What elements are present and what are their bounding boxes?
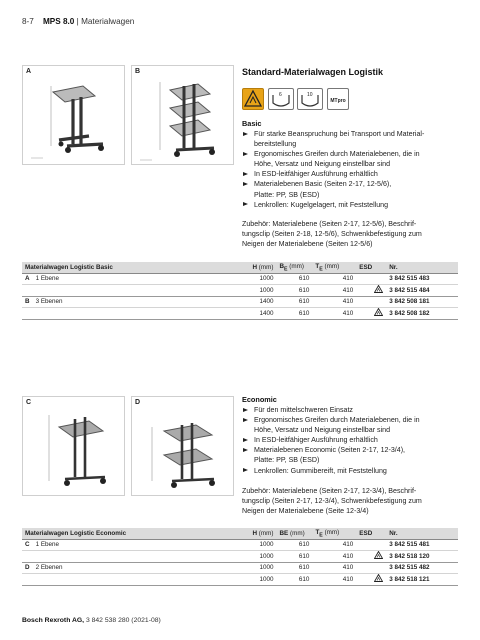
mtpro-icon (327, 88, 349, 110)
cart-economic-1-level-drawing (23, 397, 126, 497)
cart-1-level-drawing (23, 66, 126, 166)
esd-icon (374, 308, 383, 316)
col-h: H (mm) (249, 262, 276, 273)
feature-item: Ergonomisches Greifen durch Materialebenen, die in (242, 415, 464, 425)
note-line: Zubehör: Materialebene (Seiten 2-17, 12-5/6), Beschrif- (242, 220, 417, 228)
esd-icon (242, 88, 264, 110)
table-cell: 1000 (249, 285, 276, 297)
table-cell: 610 (276, 285, 312, 297)
table-cell: 3 842 515 483 (386, 273, 458, 285)
table-title: Materialwagen Logistic Economic (22, 528, 249, 539)
product-name: MPS 8.0 (42, 17, 75, 26)
image-letter: C (26, 399, 32, 406)
page-header (22, 17, 134, 26)
table-row (22, 285, 458, 297)
accessory-note (242, 486, 464, 516)
note-line: Neigen der Materialebene (Seite 12-3/4) (242, 507, 369, 516)
table-cell: 3 842 515 484 (386, 285, 458, 297)
feature-item: Lenkrollen: Gummibereift, mit Feststellung (242, 466, 464, 476)
cart-economic-2-levels-drawing (132, 397, 235, 497)
icon-badge: 10 (307, 92, 313, 98)
table-cell: 610 (276, 562, 312, 574)
table-cell: 1000 (249, 551, 276, 563)
table-row (22, 574, 458, 586)
table-cell: 610 (276, 308, 312, 320)
table-cell: 1 Ebene (33, 273, 250, 285)
product-table-economic (22, 528, 458, 586)
table-cell: 3 842 518 121 (386, 574, 458, 586)
table-cell: 1400 (249, 308, 276, 320)
product-table-basic (22, 262, 458, 320)
variant-title: Economic (242, 395, 277, 404)
note-line: tungsclip (Seiten 2-17, 12-3/4), Schwenkbefestigung zum (242, 497, 422, 506)
table-cell: 2 Ebenen (33, 562, 250, 574)
feature-item-cont: Platte: PP, SB (ESD) (254, 456, 320, 465)
table-cell: 610 (276, 574, 312, 586)
feature-item: Materialebenen Basic (Seiten 2-17, 12-5/6), (242, 179, 464, 189)
table-cell: 1400 (249, 296, 276, 308)
table-cell: 1000 (249, 539, 276, 551)
table-cell: 3 Ebenen (33, 296, 250, 308)
table-row (22, 562, 458, 574)
icon-badge: 6 (279, 92, 282, 98)
col-t: $T_E$ (mm) (312, 262, 356, 273)
table-row (22, 273, 458, 285)
table-cell: 410 (312, 551, 356, 563)
col-esd: ESD (356, 528, 386, 539)
table-row (22, 539, 458, 551)
product-image-b (131, 65, 234, 165)
table-cell: 1 Ebene (33, 539, 250, 551)
esd-icon (374, 574, 383, 582)
table-header (22, 528, 458, 539)
note-line: Neigen der Materialebene (Seiten 12-5/6) (242, 240, 373, 249)
feature-item-cont: Höhe, Versatz und Neigung einstellbar sind (254, 426, 391, 435)
table-cell: 3 842 518 120 (386, 551, 458, 563)
table-cell: 610 (276, 296, 312, 308)
feature-list (242, 405, 464, 476)
feature-item: Für starke Beanspruchung bei Transport und Material- (242, 129, 464, 139)
feature-item: In ESD-leitfähiger Ausführung erhältlich (242, 169, 464, 179)
table-row (22, 308, 458, 320)
feature-item: Lenkrollen: Kugelgelagert, mit Feststellung (242, 200, 464, 210)
table-cell: 610 (276, 551, 312, 563)
table-cell: 410 (312, 539, 356, 551)
table-cell: 3 842 515 481 (386, 539, 458, 551)
table-cell: 410 (312, 562, 356, 574)
page-number: 8-7 (22, 17, 34, 26)
feature-item: In ESD-leitfähiger Ausführung erhältlich (242, 435, 464, 445)
table-cell: C (22, 539, 33, 551)
table-cell: 1000 (249, 273, 276, 285)
feature-list (242, 129, 464, 210)
col-b: $B_E$ (mm) (276, 262, 312, 273)
table-cell: 3 842 515 482 (386, 562, 458, 574)
table-cell: 610 (276, 273, 312, 285)
table-cell: 3 842 508 182 (386, 308, 458, 320)
feature-item-cont: Höhe, Versatz und Neigung einstellbar sind (254, 160, 391, 169)
handle-width-icon (297, 88, 323, 110)
col-b: BE (mm) (276, 528, 312, 539)
image-letter: A (26, 68, 32, 75)
col-h: H (mm) (249, 528, 276, 539)
feature-item: Ergonomisches Greifen durch Materialebenen, die in (242, 149, 464, 159)
col-esd: ESD (356, 262, 386, 273)
section-title: Standard-Materialwagen Logistik (242, 67, 384, 77)
feature-item-cont: Platte: PP, SB (ESD) (254, 190, 320, 199)
table-cell: B (22, 296, 33, 308)
product-image-c (22, 396, 125, 496)
accessory-note (242, 219, 464, 249)
handle-height-icon (268, 88, 294, 110)
table-cell: 410 (312, 296, 356, 308)
table-cell: 410 (312, 574, 356, 586)
table-cell: 1000 (249, 574, 276, 586)
table-cell: 410 (312, 285, 356, 297)
document-number: 3 842 538 280 (2021-08) (85, 617, 161, 624)
note-line: tungsclip (Seiten 2-18, 12-5/6), Schwenkbefestigung zum (242, 230, 422, 239)
table-cell: 3 842 508 181 (386, 296, 458, 308)
variant-title: Basic (242, 119, 262, 128)
note-line: Zubehör: Materialebene (Seiten 2-17, 12-3/4), Beschrif- (242, 487, 417, 495)
header-separator: | (76, 17, 79, 26)
company-name: Bosch Rexroth AG, (22, 617, 85, 624)
table-cell: 1000 (249, 562, 276, 574)
section-name: Materialwagen (81, 17, 135, 26)
esd-icon (374, 285, 383, 293)
product-image-d (131, 396, 234, 496)
table-cell: 610 (276, 539, 312, 551)
feature-item: Materialebenen Economic (Seiten 2-17, 12-3/4), (242, 445, 464, 455)
col-nr: Nr. (386, 262, 458, 273)
image-letter: D (135, 399, 141, 406)
table-row (22, 296, 458, 308)
feature-item: Für den mittelschweren Einsatz (242, 405, 464, 415)
table-cell: A (22, 273, 33, 285)
esd-icon (374, 551, 383, 559)
table-header (22, 262, 458, 273)
table-cell: 410 (312, 308, 356, 320)
table-cell: D (22, 562, 33, 574)
page-footer (22, 617, 161, 624)
col-t: $T_E$ (mm) (312, 528, 356, 539)
image-letter: B (135, 68, 141, 75)
table-title: Materialwagen Logistic Basic (22, 262, 249, 273)
mtpro-label: MTpro (330, 98, 346, 104)
feature-item-cont: bereitstellung (254, 140, 297, 149)
col-nr: Nr. (386, 528, 458, 539)
product-image-a (22, 65, 125, 165)
table-cell: 410 (312, 273, 356, 285)
table-row (22, 551, 458, 563)
cart-3-levels-drawing (132, 66, 235, 166)
